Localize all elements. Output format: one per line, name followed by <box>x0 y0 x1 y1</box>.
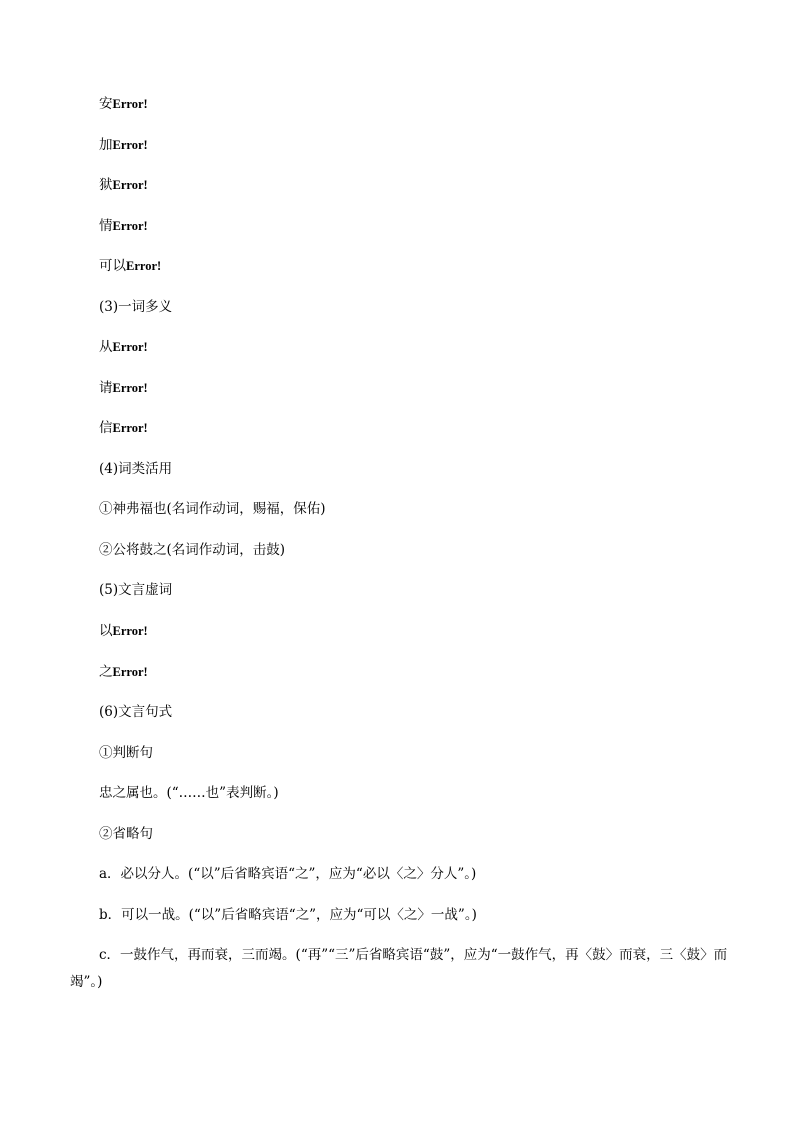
heading-text: ②省略句 <box>99 826 153 842</box>
example-line <box>99 905 477 925</box>
line-text: 加 <box>99 137 113 153</box>
section-heading-sentence-patterns <box>99 702 172 722</box>
example-line <box>99 499 326 519</box>
error-marker: Error! <box>112 178 148 192</box>
line-text: 之 <box>99 664 113 680</box>
vocab-line-qing <box>99 216 148 236</box>
vocab-line-jia <box>99 135 148 155</box>
line-text: a．必以分人。(“以”后省略宾语“之”，应为“必以〈之〉分人”。) <box>99 866 477 882</box>
heading-text: (5)文言虚词 <box>99 582 173 598</box>
line-text: 从 <box>99 339 113 355</box>
heading-text: (6)文言句式 <box>99 704 173 720</box>
section-heading-polysemy <box>99 297 172 317</box>
error-marker: Error! <box>112 665 148 679</box>
example-line <box>99 864 476 884</box>
heading-text: (4)词类活用 <box>99 461 173 477</box>
line-text: b．可以一战。(“以”后省略宾语“之”，应为“可以〈之〉一战”。) <box>99 907 477 923</box>
section-heading-word-class <box>99 459 172 479</box>
error-marker: Error! <box>112 97 148 111</box>
vocab-line-keyi <box>99 256 161 276</box>
error-marker: Error! <box>112 381 148 395</box>
error-marker: Error! <box>112 138 148 152</box>
error-marker: Error! <box>126 259 162 273</box>
vocab-line-xin <box>99 418 148 438</box>
line-text: 忠之属也。(“……也”表判断。) <box>99 785 279 801</box>
vocab-line-yu <box>99 175 148 195</box>
heading-text: (3)一词多义 <box>99 299 173 315</box>
example-paragraph: c．一鼓作气，再而衰，三而竭。(“再”“三”后省略宾语“鼓”，应为“一鼓作气，再〈鼓〉而衰，三〈鼓〉而竭”。) <box>70 947 728 990</box>
line-text: 可以 <box>99 258 126 274</box>
vocab-line-zhi <box>99 662 148 682</box>
section-heading-function-words <box>99 580 172 600</box>
line-text: 信 <box>99 420 113 436</box>
vocab-line-yi <box>99 621 148 641</box>
subheading-judgment <box>99 743 153 763</box>
line-text: 安 <box>99 96 113 112</box>
heading-text: ①判断句 <box>99 745 153 761</box>
example-line <box>99 783 279 803</box>
error-marker: Error! <box>112 624 148 638</box>
vocab-line-cong <box>99 337 148 357</box>
line-text: 狱 <box>99 177 113 193</box>
vocab-line-qing2 <box>99 378 148 398</box>
vocab-line-an <box>99 94 148 114</box>
line-text: ②公将鼓之(名词作动词，击鼓) <box>99 542 286 558</box>
line-text: 以 <box>99 623 113 639</box>
error-marker: Error! <box>112 340 148 354</box>
line-text: ①神弗福也(名词作动词，赐福，保佑) <box>99 501 326 517</box>
example-line <box>99 540 285 560</box>
error-marker: Error! <box>112 421 148 435</box>
subheading-omission <box>99 824 153 844</box>
error-marker: Error! <box>112 219 148 233</box>
line-text: 情 <box>99 218 113 234</box>
line-text: 请 <box>99 380 113 396</box>
